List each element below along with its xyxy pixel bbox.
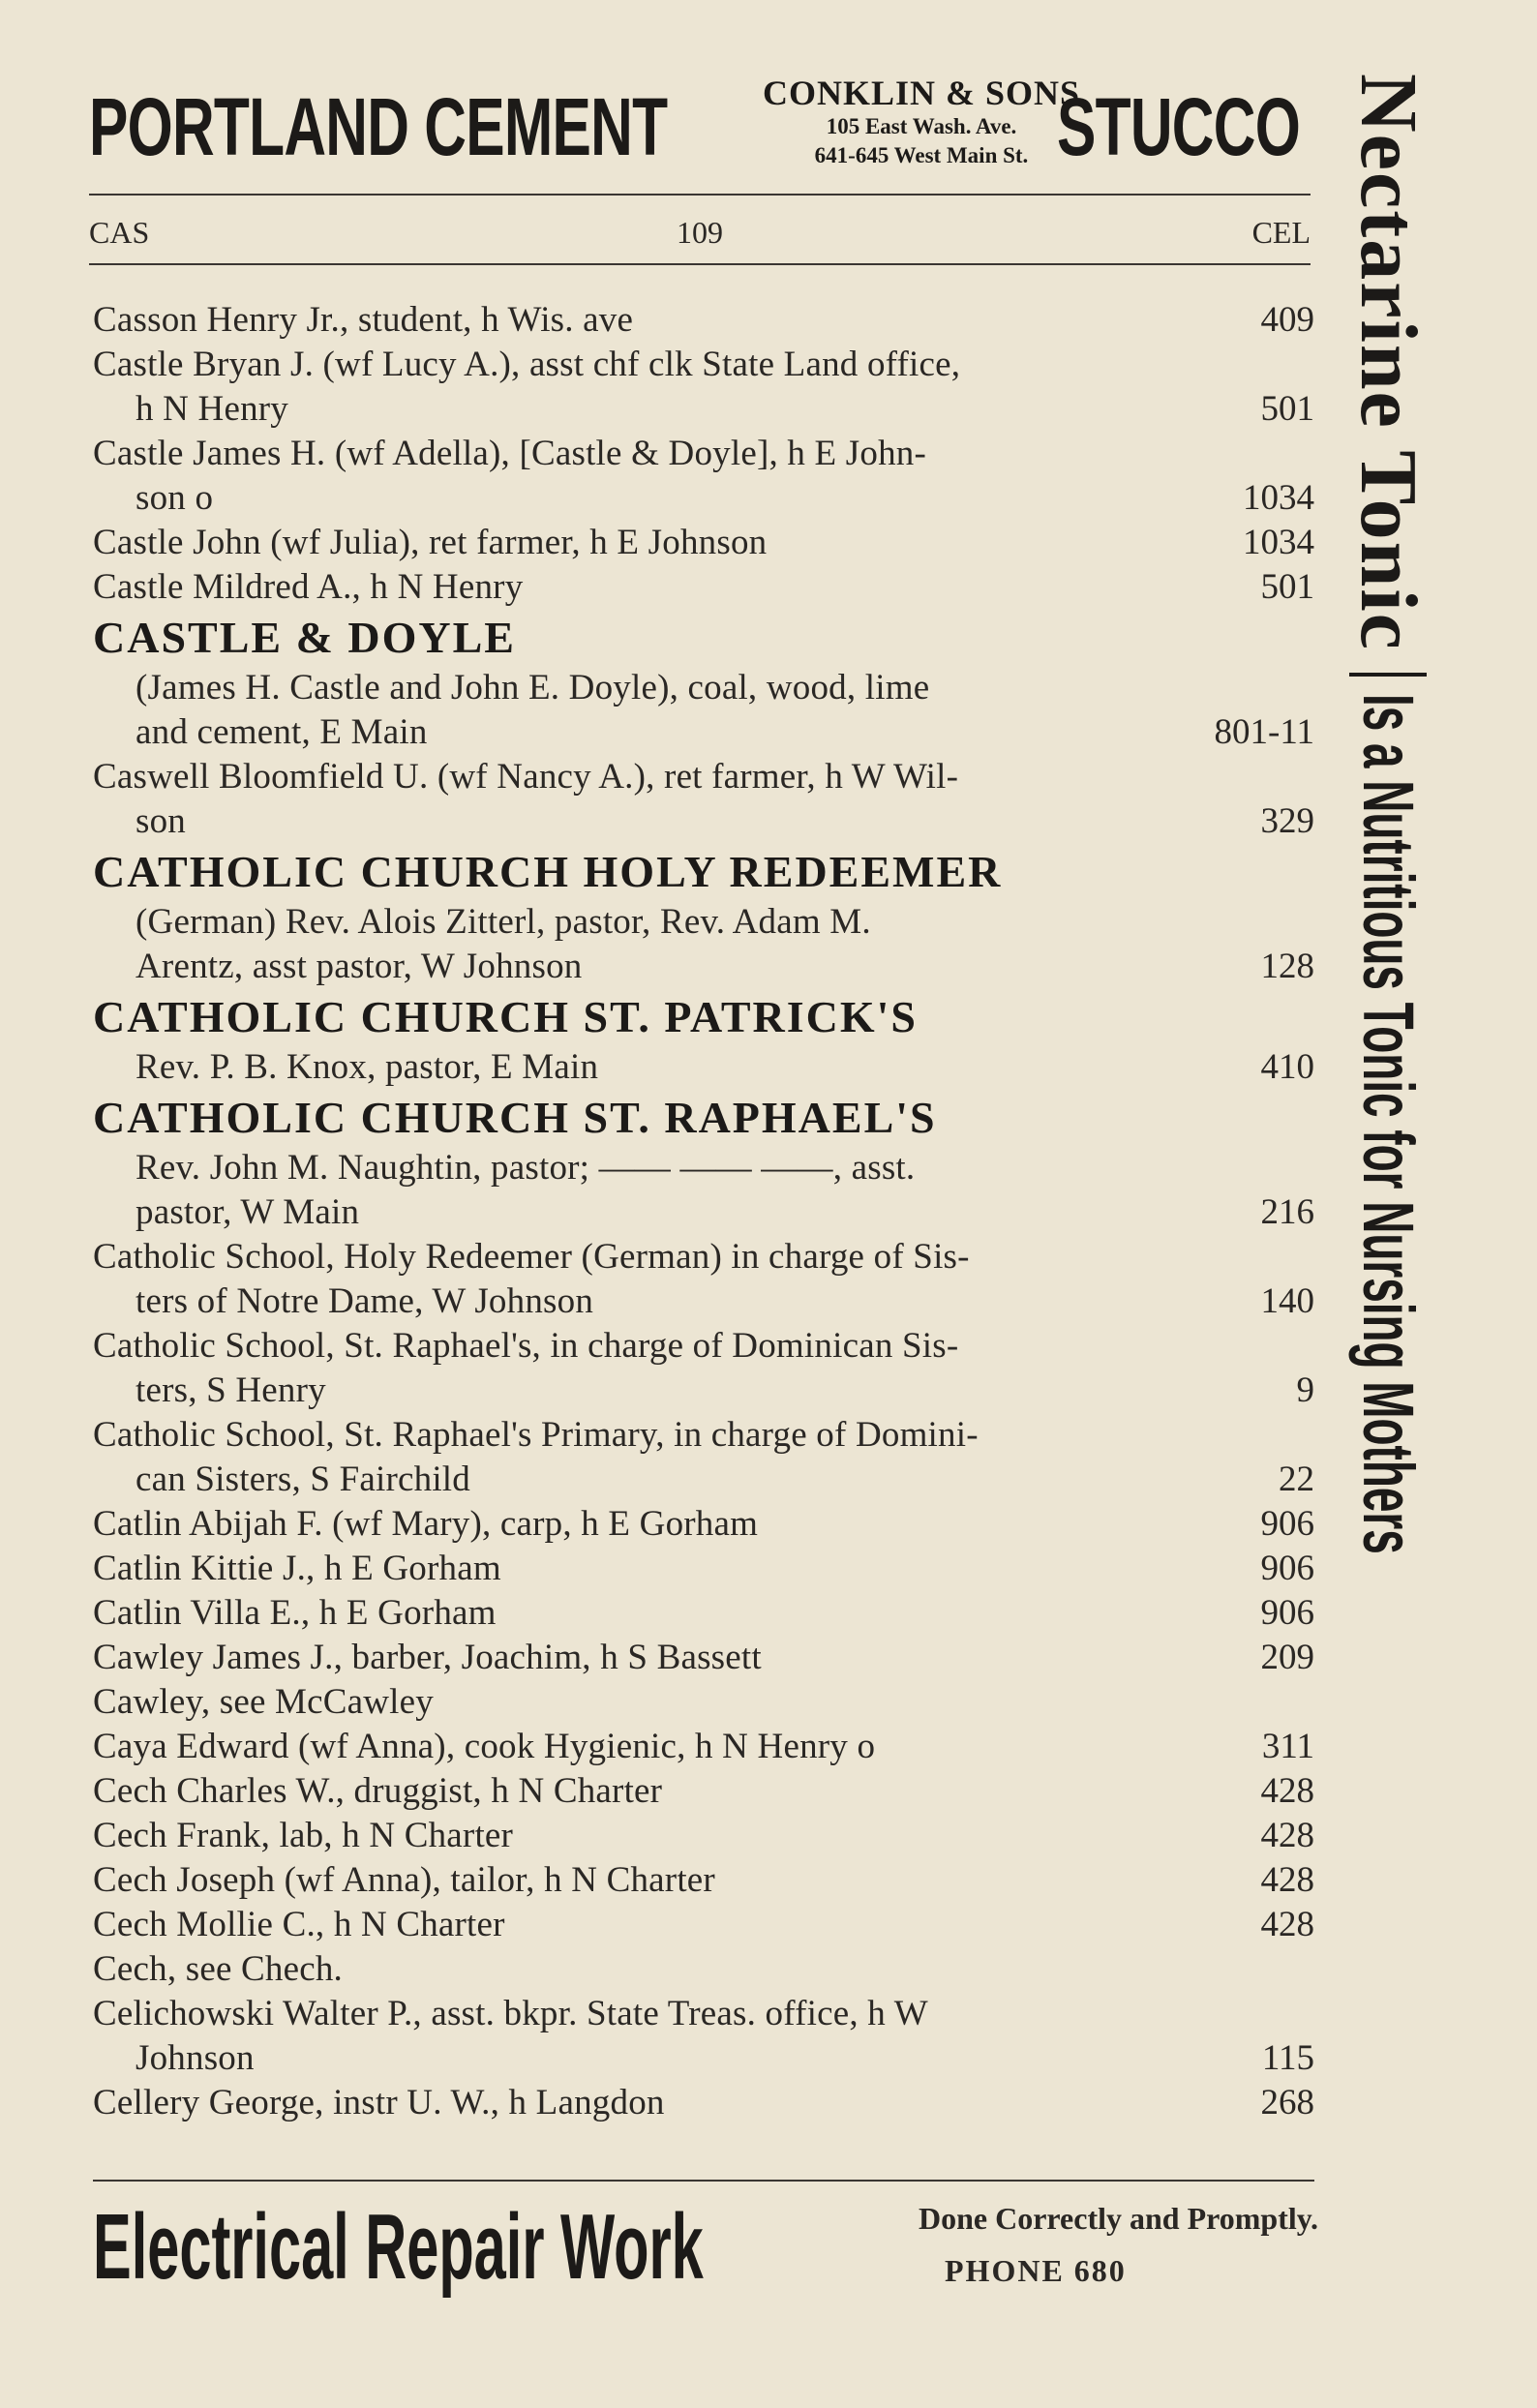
entry-text-continuation: h N Henry (136, 389, 288, 429)
entry-text: Cawley, see McCawley (93, 1682, 434, 1722)
entry-text: Catlin Villa E., h E Gorham (93, 1593, 497, 1633)
top-ad-address-1: 105 East Wash. Ave. (826, 114, 1017, 138)
entry-number: 428 (1260, 1905, 1314, 1944)
entry-text: Castle Bryan J. (wf Lucy A.), asst chf clk State Land office, (93, 345, 961, 384)
directory-entry (93, 565, 1314, 610)
entry-text: Castle John (wf Julia), ret farmer, h E Johnson (93, 523, 768, 562)
entry-text: Casson Henry Jr., student, h Wis. ave (93, 300, 634, 340)
page-number: 109 (677, 215, 723, 250)
entry-heading: CATHOLIC CHURCH ST. PATRICK'S (93, 992, 919, 1041)
entry-text: Caswell Bloomfield U. (wf Nancy A.), ret farmer, h W Wil- (93, 757, 959, 797)
directory-entry (93, 1502, 1314, 1547)
directory-entry (93, 1992, 1314, 2081)
directory-entry (93, 1235, 1314, 1324)
entry-heading: CASTLE & DOYLE (93, 613, 516, 662)
bottom-ad-headline: Electrical Repair Work (93, 2195, 704, 2299)
bottom-ad-phone: PHONE 680 (945, 2253, 1127, 2288)
entry-number: 140 (1260, 1281, 1314, 1321)
side-advertisement (1343, 74, 1432, 2313)
directory-entry (93, 432, 1314, 521)
entry-text: Cellery George, instr U. W., h Langdon (93, 2083, 665, 2122)
directory-entry (93, 1413, 1314, 1502)
entry-number: 209 (1260, 1638, 1314, 1677)
entry-text-continuation: ters of Notre Dame, W Johnson (136, 1281, 594, 1321)
directory-entry (93, 1814, 1314, 1858)
directory-entry (93, 1636, 1314, 1680)
side-ad-slogan: Is a Nutritious Tonic for Nursing Mothers (1348, 693, 1429, 1554)
entry-text-continuation: can Sisters, S Fairchild (136, 1460, 470, 1499)
entry-number: 428 (1260, 1816, 1314, 1855)
entry-text-continuation: and cement, E Main (136, 712, 428, 752)
directory-business-entry (93, 844, 1314, 989)
entry-text: Cech Frank, lab, h N Charter (93, 1816, 514, 1855)
entry-number: 128 (1260, 947, 1314, 986)
entry-number: 428 (1260, 1771, 1314, 1811)
entry-number: 409 (1260, 300, 1314, 340)
entry-text: Rev. John M. Naughtin, pastor; —— —— ——, asst. (136, 1148, 916, 1188)
running-header (89, 211, 1311, 254)
entry-text: Cech Charles W., druggist, h N Charter (93, 1771, 663, 1811)
entry-text: Castle Mildred A., h N Henry (93, 567, 524, 607)
entry-text: Rev. P. B. Knox, pastor, E Main (136, 1047, 599, 1087)
top-ad-right-text: STUCCO (1057, 81, 1301, 172)
entry-text: Cech Joseph (wf Anna), tailor, h N Charter (93, 1860, 715, 1900)
entry-text: Catlin Abijah F. (wf Mary), carp, h E Gorham (93, 1504, 759, 1544)
directory-entry (93, 521, 1314, 565)
directory-entry (93, 1591, 1314, 1636)
directory-entries (93, 298, 1314, 2125)
bottom-rule (93, 2180, 1314, 2182)
entry-text-continuation: son (136, 801, 186, 841)
bottom-ad-tagline: Done Correctly and Promptly. (919, 2201, 1318, 2236)
entry-text: Cawley James J., barber, Joachim, h S Bassett (93, 1638, 762, 1677)
directory-entry (93, 1769, 1314, 1814)
entry-text-continuation: Arentz, asst pastor, W Johnson (136, 947, 583, 986)
entry-text: Cech, see Chech. (93, 1949, 343, 1989)
top-rule (89, 194, 1311, 196)
directory-business-entry (93, 610, 1314, 755)
entry-heading: CATHOLIC CHURCH ST. RAPHAEL'S (93, 1093, 937, 1142)
entry-text: (German) Rev. Alois Zitterl, pastor, Rev. Adam M. (136, 902, 871, 942)
directory-entry (93, 2081, 1314, 2125)
side-ad-product-name: Nectarine Tonic (1343, 74, 1433, 651)
entry-number: 801-11 (1214, 712, 1314, 752)
header-right-guide: CEL (1251, 215, 1311, 250)
entry-number: 501 (1260, 567, 1314, 607)
entry-number: 1034 (1243, 523, 1314, 562)
entry-text: Castle James H. (wf Adella), [Castle & Doyle], h E John- (93, 434, 926, 473)
entry-number: 906 (1260, 1504, 1314, 1544)
entry-text-continuation: pastor, W Main (136, 1192, 360, 1232)
directory-entry (93, 298, 1314, 343)
directory-entry (93, 343, 1314, 432)
entry-text: Catholic School, St. Raphael's Primary, in charge of Domini- (93, 1415, 979, 1455)
top-ad-left-text: PORTLAND CEMENT (89, 81, 668, 172)
entry-text: Catlin Kittie J., h E Gorham (93, 1549, 501, 1588)
entry-number: 428 (1260, 1860, 1314, 1900)
entry-number: 1034 (1243, 478, 1314, 518)
entry-text-continuation: Johnson (136, 2038, 255, 2078)
entry-number: 9 (1296, 1370, 1314, 1410)
directory-business-entry (93, 1090, 1314, 1235)
top-ad-firm-name: CONKLIN & SONS (762, 74, 1081, 112)
entry-text: Catholic School, St. Raphael's, in charge of Dominican Sis- (93, 1326, 959, 1366)
directory-entry (93, 1858, 1314, 1903)
entry-text: Catholic School, Holy Redeemer (German) in charge of Sis- (93, 1237, 970, 1277)
entry-text: Caya Edward (wf Anna), cook Hygienic, h N Henry o (93, 1727, 876, 1766)
directory-entry (93, 1680, 1314, 1725)
directory-entry (93, 1324, 1314, 1413)
entry-text: (James H. Castle and John E. Doyle), coal, wood, lime (136, 668, 930, 707)
directory-business-entry (93, 989, 1314, 1090)
entry-number: 501 (1260, 389, 1314, 429)
entry-number: 329 (1260, 801, 1314, 841)
header-rule (89, 263, 1311, 265)
bottom-advertisement (93, 2189, 1318, 2305)
directory-entry (93, 1947, 1314, 1992)
entry-number: 216 (1260, 1192, 1314, 1232)
entry-number: 22 (1279, 1460, 1314, 1499)
directory-entry (93, 1725, 1314, 1769)
entry-text: Celichowski Walter P., asst. bkpr. State Treas. office, h W (93, 1994, 928, 2033)
entry-heading: CATHOLIC CHURCH HOLY REDEEMER (93, 847, 1003, 896)
directory-entry (93, 1547, 1314, 1591)
entry-text: Cech Mollie C., h N Charter (93, 1905, 505, 1944)
top-ad-address-2: 641-645 West Main St. (814, 143, 1029, 167)
entry-number: 906 (1260, 1549, 1314, 1588)
top-advertisement (89, 70, 1311, 186)
entry-number: 311 (1261, 1727, 1314, 1766)
entry-number: 906 (1260, 1593, 1314, 1633)
entry-number: 410 (1260, 1047, 1314, 1087)
entry-text-continuation: son o (136, 478, 214, 518)
side-ad-divider (1349, 673, 1427, 677)
entry-number: 268 (1260, 2083, 1314, 2122)
header-left-guide: CAS (89, 215, 150, 250)
entry-text-continuation: ters, S Henry (136, 1370, 326, 1410)
entry-number: 115 (1261, 2038, 1314, 2078)
directory-entry (93, 1903, 1314, 1947)
directory-entry (93, 755, 1314, 844)
